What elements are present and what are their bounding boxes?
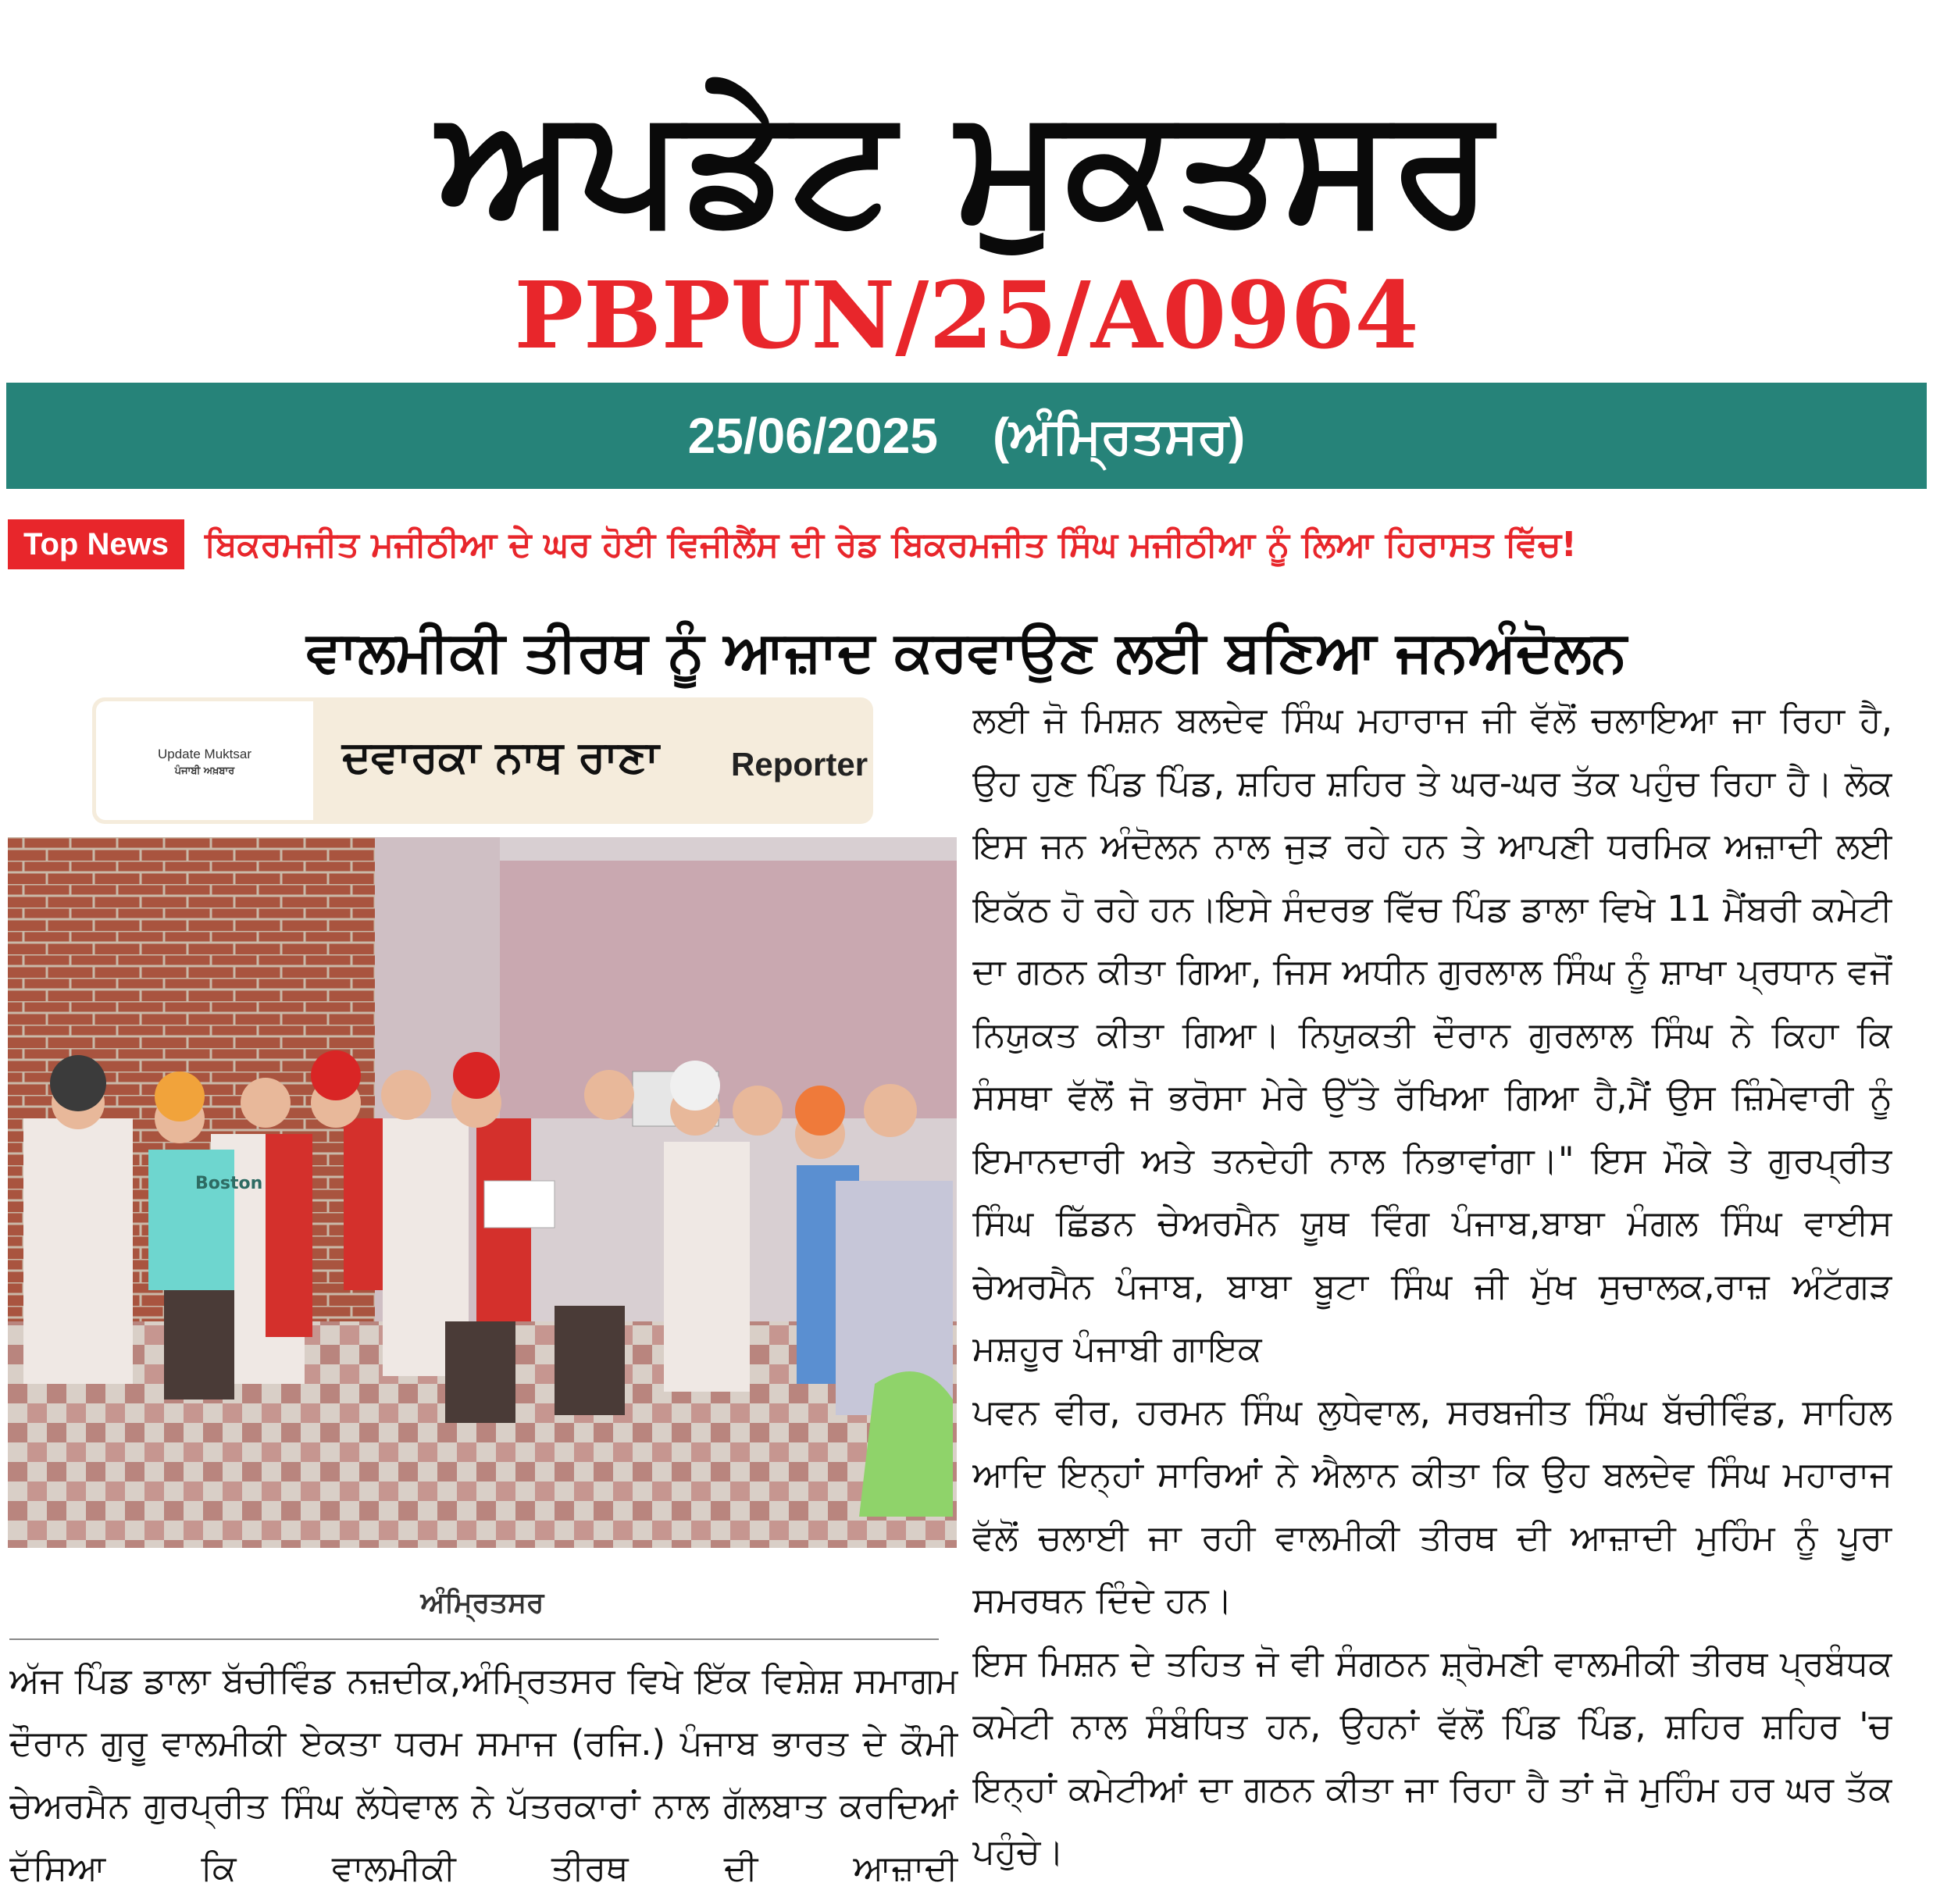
photo-shirt-text: Boston — [195, 1174, 263, 1193]
byline-card — [92, 697, 873, 824]
newspaper-logo — [96, 701, 313, 820]
ticker-headline[interactable]: ਬਿਕਰਮਜੀਤ ਮਜੀਠੀਆ ਦੇ ਘਰ ਹੋਈ ਵਿਜੀਲੈਂਸ ਦੀ ਰੇਡ ਬਿਕਰਮਜੀਤ ਸਿੰਘ ਮਜੀਠੀਆ ਨੂੰ ਲਿਆ ਹਿਰਾਸਤ ਵਿੱਚ! — [204, 524, 1577, 565]
body-paragraph-2: ਪਵਨ ਵੀਰ, ਹਰਮਨ ਸਿੰਘ ਲੁਧੇਵਾਲ, ਸਰਬਜੀਤ ਸਿੰਘ ਬੱਚੀਵਿੰਡ, ਸਾਹਿਲ ਆਦਿ ਇਨ੍ਹਾਂ ਸਾਰਿਆਂ ਨੇ ਐਲਾਨ ਕੀਤਾ ਕਿ ਉਹ ਬਲਦੇਵ ਸਿੰਘ ਮਹਾਰਾਜ ਵੱਲੋਂ ਚਲਾਈ ਜਾ ਰਹੀ ਵਾਲਮੀਕੀ ਤੀਰਥ ਦੀ ਆਜ਼ਾਦੀ ਮੁਹਿੰਮ ਨੂੰ ਪੂਰਾ ਸਮਰਥਨ ਦਿੰਦੇ ਹਨ। — [972, 1390, 1892, 1621]
reporter-role: Reporter — [731, 746, 868, 783]
issue-location: (ਅੰਮ੍ਰਿਤਸਰ) — [992, 407, 1246, 464]
top-news-badge: Top News — [8, 519, 184, 569]
reporter-name: ਦਵਾਰਕਾ ਨਾਥ ਰਾਣਾ — [342, 732, 659, 783]
logo-subtitle: ਪੰਜਾਬੀ ਅਖ਼ਬਾਰ — [174, 765, 235, 777]
article-body-right — [972, 689, 1892, 1898]
body-paragraph-1: ਲਈ ਜੋ ਮਿਸ਼ਨ ਬਲਦੇਵ ਸਿੰਘ ਮਹਾਰਾਜ ਜੀ ਵੱਲੋਂ ਚਲਾਇਆ ਜਾ ਰਿਹਾ ਹੈ, ਉਹ ਹੁਣ ਪਿੰਡ ਪਿੰਡ, ਸ਼ਹਿਰ ਸ਼ਹਿਰ ਤੇ ਘਰ-ਘਰ ਤੱਕ ਪਹੁੰਚ ਰਿਹਾ ਹੈ। ਲੋਕ ਇਸ ਜਨ ਅੰਦੋਲਨ ਨਾਲ ਜੁੜ ਰਹੇ ਹਨ ਤੇ ਆਪਣੀ ਧਰਮਿਕ ਅਜ਼ਾਦੀ ਲਈ ਇਕੱਠ ਹੋ ਰਹੇ ਹਨ।ਇਸੇ ਸੰਦਰਭ ਵਿੱਚ ਪਿੰਡ ਡਾਲਾ ਵਿਖੇ 11 ਮੈਂਬਰੀ ਕਮੇਟੀ ਦਾ ਗਠਨ ਕੀਤਾ ਗਿਆ, ਜਿਸ ਅਧੀਨ ਗੁਰਲਾਲ ਸਿੰਘ ਨੂੰ ਸ਼ਾਖਾ ਪ੍ਰਧਾਨ ਵਜੋਂ ਨਿਯੁਕਤ ਕੀਤਾ ਗਿਆ। ਨਿਯੁਕਤੀ ਦੌਰਾਨ ਗੁਰਲਾਲ ਸਿੰਘ ਨੇ ਕਿਹਾ ਕਿ ਸੰਸਥਾ ਵੱਲੋਂ ਜੋ ਭਰੋਸਾ ਮੇਰੇ ਉੱਤੇ ਰੱਖਿਆ ਗਿਆ ਹੈ,ਮੈਂ ਉਸ ਜ਼ਿੰਮੇਵਾਰੀ ਨੂੰ ਇਮਾਨਦਾਰੀ ਅਤੇ ਤਨਦੇਹੀ ਨਾਲ ਨਿਭਾਵਾਂਗਾ।" ਇਸ ਮੌਕੇ ਤੇ ਗੁਰਪ੍ਰੀਤ ਸਿੰਘ ਛਿੱਡਨ ਚੇਅਰਮੈਨ ਯੂਥ ਵਿੰਗ ਪੰਜਾਬ,ਬਾਬਾ ਮੰਗਲ ਸਿੰਘ ਵਾਈਸ ਚੇਅਰਮੈਨ ਪੰਜਾਬ, ਬਾਬਾ ਬੂਟਾ ਸਿੰਘ ਜੀ ਮੁੱਖ ਸੁਚਾਲਕ,ਰਾਜ਼ ਅੰਟੱਗੜ ਮਸ਼ਹੂਰ ਪੰਜਾਬੀ ਗਾਇਕ — [972, 699, 1892, 1369]
dateline-divider — [9, 1638, 939, 1640]
body-paragraph-3: ਇਸ ਮਿਸ਼ਨ ਦੇ ਤਹਿਤ ਜੋ ਵੀ ਸੰਗਠਨ ਸ਼੍ਰੋਮਣੀ ਵਾਲਮੀਕੀ ਤੀਰਥ ਪ੍ਰਬੰਧਕ ਕਮੇਟੀ ਨਾਲ ਸੰਬੰਧਿਤ ਹਨ, ਉਹਨਾਂ ਵੱਲੋਂ ਪਿੰਡ ਪਿੰਡ, ਸ਼ਹਿਰ ਸ਼ਹਿਰ 'ਚ ਇਨ੍ਹਾਂ ਕਮੇਟੀਆਂ ਦਾ ਗਠਨ ਕੀਤਾ ਜਾ ਰਿਹਾ ਹੈ ਤਾਂ ਜੋ ਮੁਹਿੰਮ ਹਰ ਘਰ ਤੱਕ ਪਹੁੰਚੇ। — [972, 1642, 1892, 1872]
article-headline: ਵਾਲਮੀਕੀ ਤੀਰਥ ਨੂੰ ਆਜ਼ਾਦ ਕਰਵਾਉਣ ਲਈ ਬਣਿਆ ਜਨਅੰਦੋਲਨ — [306, 619, 1627, 684]
logo-name: Update Muktsar — [158, 747, 251, 761]
group-photo-illustration — [8, 837, 957, 1548]
article-body-left: ਅੱਜ ਪਿੰਡ ਡਾਲਾ ਬੱਚੀਵਿੰਡ ਨਜ਼ਦੀਕ,ਅੰਮ੍ਰਿਤਸਰ ਵਿਖੇ ਇੱਕ ਵਿਸ਼ੇਸ਼ ਸਮਾਗਮ ਦੌਰਾਨ ਗੁਰੂ ਵਾਲਮੀਕੀ ਏਕਤਾ ਧਰਮ ਸਮਾਜ (ਰਜਿ.) ਪੰਜਾਬ ਭਾਰਤ ਦੇ ਕੌਮੀ ਚੇਅਰਮੈਨ ਗੁਰਪ੍ਰੀਤ ਸਿੰਘ ਲੱਧੇਵਾਲ ਨੇ ਪੱਤਰਕਾਰਾਂ ਨਾਲ ਗੱਲਬਾਤ ਕਰਦਿਆਂ ਦੱਸਿਆ ਕਿ ਵਾਲਮੀਕੀ ਤੀਰਥ ਦੀ ਆਜ਼ਾਦੀ — [9, 1660, 958, 1888]
registration-number: PBPUN/25/A0964 — [514, 261, 1419, 369]
article-dateline: ਅੰਮ੍ਰਿਤਸਰ — [420, 1587, 544, 1619]
newspaper-title: ਅਪਡੇਟ ਮੁਕਤਸਰ — [437, 73, 1496, 259]
article-photo — [8, 837, 957, 1548]
issue-date: 25/06/2025 — [687, 408, 938, 464]
news-ticker — [6, 519, 1927, 569]
date-band — [6, 383, 1927, 489]
